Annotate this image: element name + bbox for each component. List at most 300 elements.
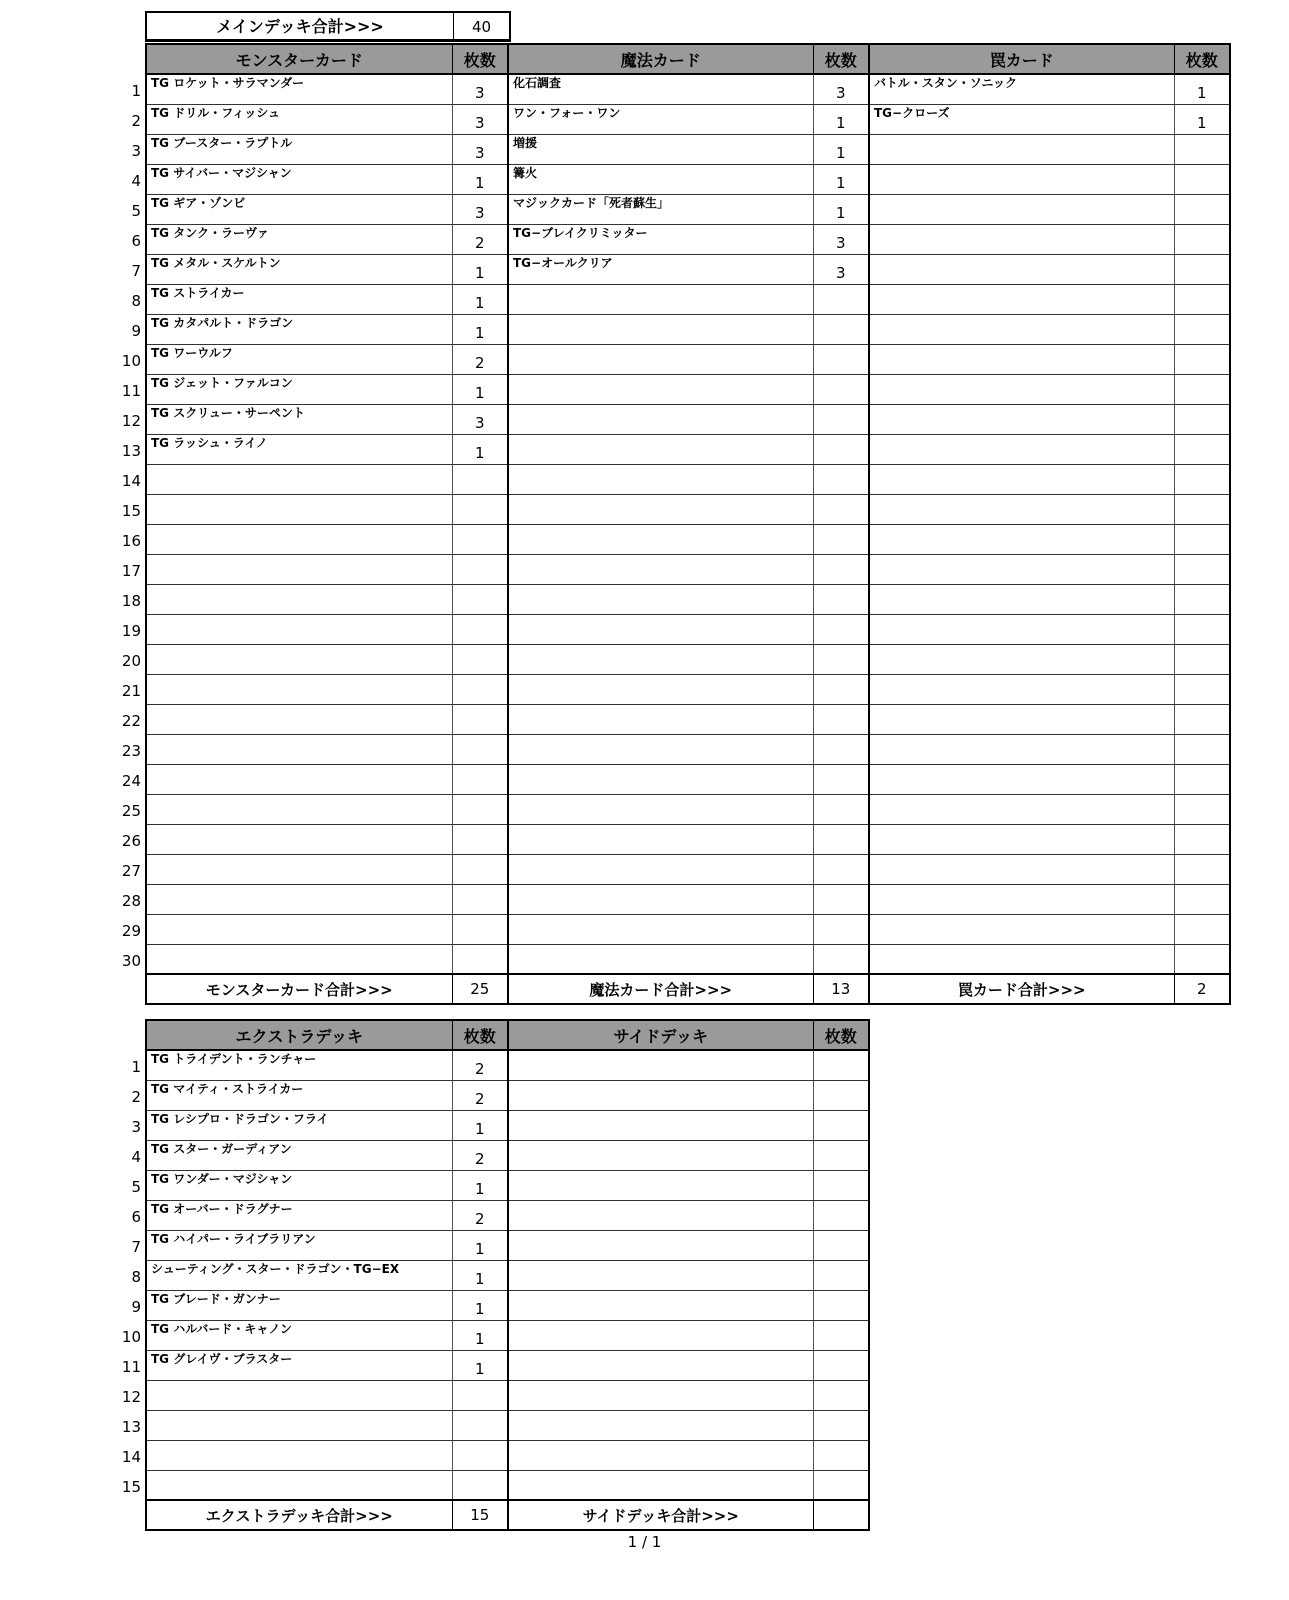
extra-card-name: TG トライデント・ランチャー xyxy=(146,1050,452,1080)
side-card-name xyxy=(508,1110,813,1140)
side-card-name xyxy=(508,1140,813,1170)
monster-card-count: 1 xyxy=(452,164,508,194)
monster-header: モンスターカード xyxy=(146,44,452,74)
extra-card-count: 1 xyxy=(452,1230,508,1260)
spell-card-name: ワン・フォー・ワン xyxy=(508,104,813,134)
monster-total-label: モンスターカード合計>>> xyxy=(146,974,452,1004)
row-number: 14 xyxy=(121,472,141,490)
trap-header: 罠カード xyxy=(869,44,1174,74)
row-number: 27 xyxy=(121,862,141,880)
table-row xyxy=(146,494,1230,524)
row-number: 8 xyxy=(131,1268,141,1286)
trap-card-name xyxy=(869,854,1174,884)
monster-card-name xyxy=(146,614,452,644)
table-row xyxy=(146,374,1230,404)
spell-card-count xyxy=(813,464,869,494)
monster-card-count xyxy=(452,734,508,764)
extra-card-name: TG スター・ガーディアン xyxy=(146,1140,452,1170)
row-number: 4 xyxy=(131,172,141,190)
spell-card-name xyxy=(508,824,813,854)
row-number: 13 xyxy=(121,1418,141,1436)
trap-card-count xyxy=(1174,884,1230,914)
side-card-name xyxy=(508,1440,813,1470)
trap-card-count xyxy=(1174,494,1230,524)
trap-total-label: 罠カード合計>>> xyxy=(869,974,1174,1004)
side-card-count xyxy=(813,1170,869,1200)
spell-count-header: 枚数 xyxy=(813,44,869,74)
table-row xyxy=(146,614,1230,644)
extra-header: エクストラデッキ xyxy=(146,1020,452,1050)
monster-card-name: TG スクリュー・サーペント xyxy=(146,404,452,434)
monster-card-name: TG メタル・スケルトン xyxy=(146,254,452,284)
trap-card-name xyxy=(869,554,1174,584)
extra-card-name: TG ブレード・ガンナー xyxy=(146,1290,452,1320)
table-row xyxy=(146,554,1230,584)
spell-card-count xyxy=(813,914,869,944)
table-row xyxy=(146,194,1230,224)
monster-card-count xyxy=(452,704,508,734)
row-number: 9 xyxy=(131,322,141,340)
trap-card-name xyxy=(869,884,1174,914)
extra-total-label: エクストラデッキ合計>>> xyxy=(146,1500,452,1530)
extra-deck-table xyxy=(145,1019,870,1531)
spell-card-name xyxy=(508,434,813,464)
monster-card-name xyxy=(146,674,452,704)
table-row xyxy=(146,854,1230,884)
spell-card-name xyxy=(508,764,813,794)
side-card-count xyxy=(813,1290,869,1320)
trap-card-name xyxy=(869,764,1174,794)
monster-card-name: TG ドリル・フィッシュ xyxy=(146,104,452,134)
row-number: 6 xyxy=(131,232,141,250)
side-card-name xyxy=(508,1050,813,1080)
spell-card-count xyxy=(813,584,869,614)
monster-card-name xyxy=(146,794,452,824)
monster-card-count xyxy=(452,944,508,974)
spell-card-count: 1 xyxy=(813,164,869,194)
trap-card-name xyxy=(869,824,1174,854)
spell-card-name xyxy=(508,704,813,734)
trap-card-name xyxy=(869,284,1174,314)
table-row xyxy=(146,1080,869,1110)
table-row xyxy=(146,674,1230,704)
trap-card-name xyxy=(869,224,1174,254)
extra-card-count: 2 xyxy=(452,1200,508,1230)
spell-card-name xyxy=(508,944,813,974)
monster-card-count xyxy=(452,614,508,644)
table-row xyxy=(146,644,1230,674)
row-number: 12 xyxy=(121,1388,141,1406)
table-row xyxy=(146,524,1230,554)
table-row xyxy=(146,1290,869,1320)
monster-card-name xyxy=(146,884,452,914)
trap-card-count xyxy=(1174,194,1230,224)
spell-card-name xyxy=(508,464,813,494)
extra-card-name xyxy=(146,1440,452,1470)
monster-card-count: 1 xyxy=(452,314,508,344)
row-number: 24 xyxy=(121,772,141,790)
row-number: 16 xyxy=(121,532,141,550)
side-count-header: 枚数 xyxy=(813,1020,869,1050)
monster-card-count xyxy=(452,764,508,794)
spell-card-name xyxy=(508,614,813,644)
monster-card-name xyxy=(146,554,452,584)
spell-card-count xyxy=(813,794,869,824)
trap-card-count xyxy=(1174,134,1230,164)
trap-card-count: 1 xyxy=(1174,104,1230,134)
monster-card-name xyxy=(146,734,452,764)
extra-card-count: 1 xyxy=(452,1170,508,1200)
spell-card-name xyxy=(508,554,813,584)
monster-count-header: 枚数 xyxy=(452,44,508,74)
spell-card-name xyxy=(508,314,813,344)
monster-card-count xyxy=(452,794,508,824)
trap-card-name xyxy=(869,134,1174,164)
row-number: 30 xyxy=(121,952,141,970)
row-number: 4 xyxy=(131,1148,141,1166)
trap-card-count xyxy=(1174,374,1230,404)
monster-card-count: 1 xyxy=(452,254,508,284)
monster-card-name: TG ブースター・ラプトル xyxy=(146,134,452,164)
table-row xyxy=(146,1440,869,1470)
trap-card-count xyxy=(1174,944,1230,974)
trap-card-count xyxy=(1174,584,1230,614)
monster-card-count xyxy=(452,494,508,524)
side-header: サイドデッキ xyxy=(508,1020,813,1050)
trap-card-name xyxy=(869,164,1174,194)
monster-card-name xyxy=(146,644,452,674)
spell-card-name xyxy=(508,584,813,614)
monster-card-count: 2 xyxy=(452,344,508,374)
row-number: 3 xyxy=(131,1118,141,1136)
trap-card-name xyxy=(869,944,1174,974)
side-card-count xyxy=(813,1230,869,1260)
row-number: 7 xyxy=(131,1238,141,1256)
monster-card-name xyxy=(146,824,452,854)
trap-card-count xyxy=(1174,674,1230,704)
monster-card-name: TG カタパルト・ドラゴン xyxy=(146,314,452,344)
trap-card-name xyxy=(869,464,1174,494)
trap-card-count xyxy=(1174,314,1230,344)
spell-card-name xyxy=(508,374,813,404)
spell-card-count xyxy=(813,824,869,854)
side-card-name xyxy=(508,1200,813,1230)
table-row xyxy=(146,1050,869,1080)
extra-card-count xyxy=(452,1380,508,1410)
side-card-name xyxy=(508,1470,813,1500)
row-number: 2 xyxy=(131,1088,141,1106)
spell-card-count xyxy=(813,524,869,554)
monster-card-count xyxy=(452,674,508,704)
table-row xyxy=(146,104,1230,134)
table-row xyxy=(146,134,1230,164)
side-card-count xyxy=(813,1110,869,1140)
spell-card-name: TG−ブレイクリミッター xyxy=(508,224,813,254)
side-card-name xyxy=(508,1170,813,1200)
monster-card-count: 3 xyxy=(452,404,508,434)
extra-card-name: TG マイティ・ストライカー xyxy=(146,1080,452,1110)
row-number: 22 xyxy=(121,712,141,730)
trap-card-name xyxy=(869,314,1174,344)
extra-card-count xyxy=(452,1440,508,1470)
monster-card-count: 1 xyxy=(452,434,508,464)
spell-card-name xyxy=(508,524,813,554)
spell-card-count xyxy=(813,674,869,704)
trap-card-name xyxy=(869,914,1174,944)
monster-card-name: TG ロケット・サラマンダー xyxy=(146,74,452,104)
table-row xyxy=(146,1470,869,1500)
row-number: 17 xyxy=(121,562,141,580)
trap-card-name xyxy=(869,794,1174,824)
spell-card-count xyxy=(813,344,869,374)
trap-card-count xyxy=(1174,164,1230,194)
spell-card-count: 3 xyxy=(813,254,869,284)
extra-card-count xyxy=(452,1470,508,1500)
side-total-value xyxy=(813,1500,869,1530)
monster-card-count: 3 xyxy=(452,74,508,104)
table-row xyxy=(146,464,1230,494)
monster-card-count: 1 xyxy=(452,374,508,404)
monster-card-name: TG ジェット・ファルコン xyxy=(146,374,452,404)
trap-card-count xyxy=(1174,794,1230,824)
side-total-label: サイドデッキ合計>>> xyxy=(508,1500,813,1530)
trap-card-name xyxy=(869,584,1174,614)
row-number: 7 xyxy=(131,262,141,280)
row-number: 6 xyxy=(131,1208,141,1226)
monster-total-value: 25 xyxy=(452,974,508,1004)
monster-card-count xyxy=(452,584,508,614)
table-row xyxy=(146,1170,869,1200)
table-row xyxy=(146,74,1230,104)
monster-card-name xyxy=(146,584,452,614)
trap-card-name xyxy=(869,734,1174,764)
spell-card-count: 1 xyxy=(813,194,869,224)
table-row xyxy=(146,1140,869,1170)
trap-card-count xyxy=(1174,764,1230,794)
monster-card-count: 3 xyxy=(452,194,508,224)
spell-card-count xyxy=(813,854,869,884)
row-number: 29 xyxy=(121,922,141,940)
spell-card-name xyxy=(508,884,813,914)
trap-card-name: バトル・スタン・ソニック xyxy=(869,74,1174,104)
spell-card-name xyxy=(508,734,813,764)
extra-card-name: TG ハルバード・キャノン xyxy=(146,1320,452,1350)
trap-card-name xyxy=(869,344,1174,374)
trap-card-count xyxy=(1174,464,1230,494)
spell-card-name xyxy=(508,284,813,314)
spell-card-name: 化石調査 xyxy=(508,74,813,104)
extra-count-header: 枚数 xyxy=(452,1020,508,1050)
monster-card-count xyxy=(452,524,508,554)
side-card-name xyxy=(508,1230,813,1260)
spell-card-count xyxy=(813,614,869,644)
table-row xyxy=(146,404,1230,434)
monster-card-count xyxy=(452,644,508,674)
trap-card-name xyxy=(869,614,1174,644)
extra-row-numbers xyxy=(101,1049,141,1499)
monster-card-name xyxy=(146,704,452,734)
spell-card-name xyxy=(508,854,813,884)
monster-card-count: 3 xyxy=(452,134,508,164)
trap-card-name: TG−クローズ xyxy=(869,104,1174,134)
spell-card-count: 1 xyxy=(813,104,869,134)
row-number: 1 xyxy=(131,1058,141,1076)
trap-card-count xyxy=(1174,644,1230,674)
extra-card-count: 1 xyxy=(452,1290,508,1320)
spell-card-name: TG−オールクリア xyxy=(508,254,813,284)
trap-card-count xyxy=(1174,344,1230,374)
spell-card-count xyxy=(813,734,869,764)
extra-card-name xyxy=(146,1410,452,1440)
extra-card-name: TG グレイヴ・ブラスター xyxy=(146,1350,452,1380)
extra-card-name: TG オーバー・ドラグナー xyxy=(146,1200,452,1230)
row-number: 21 xyxy=(121,682,141,700)
extra-card-name xyxy=(146,1470,452,1500)
spell-card-count xyxy=(813,374,869,404)
side-card-count xyxy=(813,1440,869,1470)
monster-card-name xyxy=(146,914,452,944)
row-number: 19 xyxy=(121,622,141,640)
spell-card-count: 1 xyxy=(813,134,869,164)
table-row xyxy=(146,764,1230,794)
row-number: 23 xyxy=(121,742,141,760)
extra-card-count: 2 xyxy=(452,1050,508,1080)
trap-card-count xyxy=(1174,704,1230,734)
spell-card-name xyxy=(508,644,813,674)
row-number: 11 xyxy=(121,1358,141,1376)
monster-card-name: TG ギア・ゾンビ xyxy=(146,194,452,224)
table-row xyxy=(146,794,1230,824)
table-row xyxy=(146,914,1230,944)
extra-card-name: TG ハイパー・ライブラリアン xyxy=(146,1230,452,1260)
table-row xyxy=(146,284,1230,314)
main-deck-total-value: 40 xyxy=(471,18,492,36)
table-row xyxy=(146,944,1230,974)
spell-card-name: 篝火 xyxy=(508,164,813,194)
row-number: 10 xyxy=(121,1328,141,1346)
row-number: 8 xyxy=(131,292,141,310)
table-row xyxy=(146,344,1230,374)
main-deck-total xyxy=(145,11,511,42)
row-number: 1 xyxy=(131,82,141,100)
monster-card-name xyxy=(146,764,452,794)
table-row xyxy=(146,314,1230,344)
side-card-name xyxy=(508,1080,813,1110)
monster-card-name xyxy=(146,494,452,524)
spell-card-name xyxy=(508,794,813,824)
trap-count-header: 枚数 xyxy=(1174,44,1230,74)
side-card-count xyxy=(813,1080,869,1110)
row-number: 11 xyxy=(121,382,141,400)
table-row xyxy=(146,584,1230,614)
monster-card-count xyxy=(452,884,508,914)
side-card-count xyxy=(813,1140,869,1170)
monster-card-count xyxy=(452,914,508,944)
table-row xyxy=(146,1410,869,1440)
trap-card-count: 1 xyxy=(1174,74,1230,104)
spell-total-value: 13 xyxy=(813,974,869,1004)
trap-card-count xyxy=(1174,914,1230,944)
side-card-count xyxy=(813,1050,869,1080)
trap-card-count xyxy=(1174,284,1230,314)
row-number: 9 xyxy=(131,1298,141,1316)
monster-card-count xyxy=(452,854,508,884)
spell-card-count: 3 xyxy=(813,74,869,104)
table-row xyxy=(146,1380,869,1410)
spell-card-count xyxy=(813,704,869,734)
spell-card-count: 3 xyxy=(813,224,869,254)
extra-card-count: 2 xyxy=(452,1080,508,1110)
spell-card-count xyxy=(813,284,869,314)
trap-card-count xyxy=(1174,824,1230,854)
side-card-name xyxy=(508,1350,813,1380)
table-row xyxy=(146,224,1230,254)
side-card-count xyxy=(813,1350,869,1380)
extra-card-count: 1 xyxy=(452,1260,508,1290)
trap-card-count xyxy=(1174,554,1230,584)
row-number: 20 xyxy=(121,652,141,670)
monster-card-name xyxy=(146,524,452,554)
trap-card-count xyxy=(1174,404,1230,434)
spell-card-name: 増援 xyxy=(508,134,813,164)
monster-card-name: TG ラッシュ・ライノ xyxy=(146,434,452,464)
extra-total-value: 15 xyxy=(452,1500,508,1530)
extra-card-count: 1 xyxy=(452,1320,508,1350)
row-number: 18 xyxy=(121,592,141,610)
spell-card-count xyxy=(813,404,869,434)
trap-card-name xyxy=(869,644,1174,674)
table-row xyxy=(146,704,1230,734)
table-row xyxy=(146,824,1230,854)
side-card-name xyxy=(508,1410,813,1440)
spell-card-name xyxy=(508,404,813,434)
spell-header: 魔法カード xyxy=(508,44,813,74)
table-row xyxy=(146,1200,869,1230)
spell-card-count xyxy=(813,494,869,524)
side-card-count xyxy=(813,1320,869,1350)
row-number: 14 xyxy=(121,1448,141,1466)
spell-card-count xyxy=(813,944,869,974)
monster-card-name: TG サイバー・マジシャン xyxy=(146,164,452,194)
side-card-name xyxy=(508,1260,813,1290)
extra-card-count: 1 xyxy=(452,1110,508,1140)
side-card-count xyxy=(813,1410,869,1440)
trap-card-count xyxy=(1174,434,1230,464)
spell-total-label: 魔法カード合計>>> xyxy=(508,974,813,1004)
spell-card-count xyxy=(813,554,869,584)
row-number: 28 xyxy=(121,892,141,910)
row-number: 3 xyxy=(131,142,141,160)
row-number: 25 xyxy=(121,802,141,820)
trap-card-name xyxy=(869,404,1174,434)
row-number: 5 xyxy=(131,1178,141,1196)
table-row xyxy=(146,734,1230,764)
table-row xyxy=(146,1110,869,1140)
main-deck-total-label: メインデッキ合計>>> xyxy=(147,13,454,39)
spell-card-count xyxy=(813,764,869,794)
monster-card-name: TG タンク・ラーヴァ xyxy=(146,224,452,254)
monster-card-count xyxy=(452,554,508,584)
extra-card-name xyxy=(146,1380,452,1410)
table-row xyxy=(146,254,1230,284)
monster-card-name xyxy=(146,854,452,884)
monster-card-name: TG ストライカー xyxy=(146,284,452,314)
table-row xyxy=(146,1230,869,1260)
spell-card-count xyxy=(813,644,869,674)
monster-card-name xyxy=(146,944,452,974)
row-number: 26 xyxy=(121,832,141,850)
spell-card-name xyxy=(508,914,813,944)
